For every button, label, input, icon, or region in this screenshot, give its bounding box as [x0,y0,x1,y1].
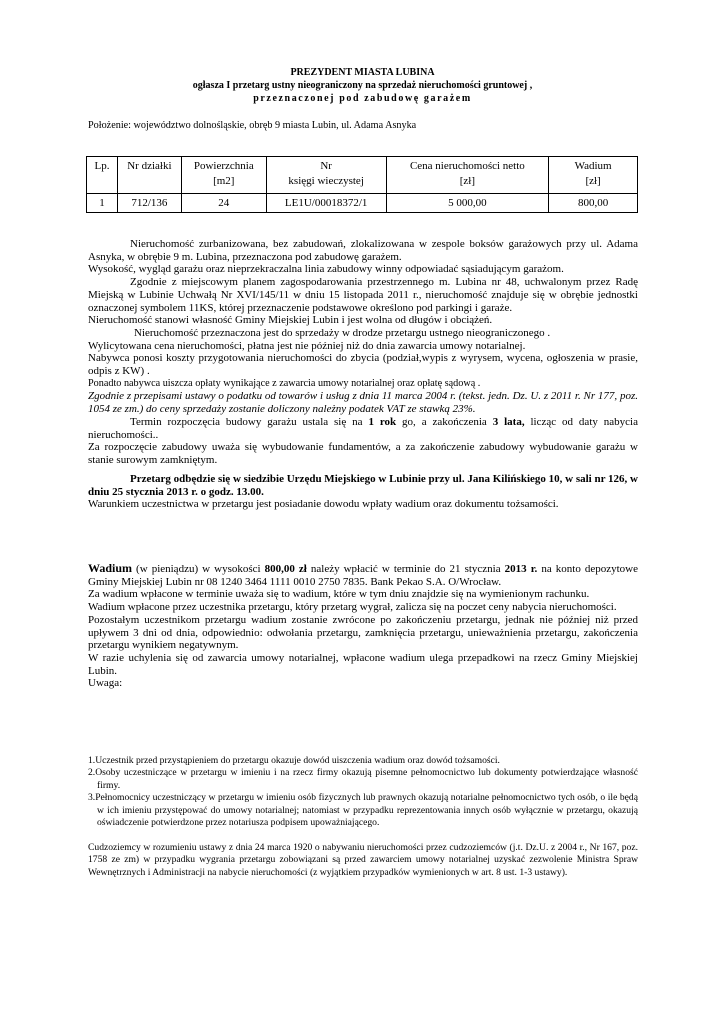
deposit-section [88,562,638,690]
auction-info [88,473,638,511]
header-area: Powierzchnia [m2] [181,157,266,194]
auction-venue: Przetarg odbędzie się w siedzibie Urzędu Miejskiego w Lubinie przy ul. Jana Kilińskiego 10, w sali nr 126, w dniu 25 stycznia 2013 r. o godz. 13.00. [88,473,638,498]
header-price: Cena nieruchomości netto [zł] [386,157,549,194]
paragraph-payment: Wylicytowana cena nieruchomości, płatna jest nie później niż do dnia zawarcia umowy notarialnej. [88,339,526,352]
foreigners-note: Cudzoziemcy w rozumieniu ustawy z dnia 24 marca 1920 o nabywaniu nieruchomości przez cudzoziemców (j.t. Dz.U. z 2004 r., Nr 167, poz. 1758 ze zm) w przypadku wygrania przetargu zobowiązani są przed zawarciem umowy notarialnej uzyskać zezwolenie Ministra Spraw Wewnętrznych i Administracji na nabycie nieruchomości (z wyjątkiem przypadków wymienionych w art. 8 ust. 1-3 ustawy). [88,842,638,878]
paragraph-construction-definition: Za rozpoczęcie zabudowy uważa się wybudowanie fundamentów, a za zakończenie zabudowy wybudowanie garażu w stanie surowym zamkniętym. [88,441,638,466]
page-title: PREZYDENT MIASTA LUBINA [290,67,435,78]
paragraph-zoning-plan: Zgodnie z miejscowym planem zagospodarowania przestrzennego m. Lubina nr 48, uchwalonym przez Radę Miejską w Lubinie Uchwałą Nr XVI/145/11 w dniu 15 listopada 2011 r., nieruchomość znajduje się w obrębie jednostki oznaczonej symbolem 11KS, której przeznaczenie podstawowe określono pod parkingi i garaże. [88,276,638,314]
cell-deposit: 800,00 [549,194,638,213]
deposit-return: Pozostałym uczestnikom przetargu wadium zostanie zwrócone po zakończeniu przetargu, jednak nie później niż przed upływem 3 dni od dnia, odpowiednio: odwołania przetargu, zamknięcia przetargu, unieważnienia przetargu, zakończenia przetargu wynikiem negatywnym. [88,613,638,652]
cell-price: 5 000,00 [386,194,549,213]
paragraph-construction-term: Termin rozpoczęcia budowy garażu ustala się na 1 rok go, a zakończenia 3 lata, licząc od daty nabycia nieruchomości.. [88,415,638,441]
paragraph-appearance: Wysokość, wygląd garażu oraz nieprzekraczalna linia zabudowy winny odpowiadać sąsiadującym garażom. [88,263,564,276]
note-heading: Uwaga: [88,677,123,690]
header-land-register: Nr księgi wieczystej [266,157,386,194]
deposit-credit: Wadium wpłacone przez uczestnika przetargu, który przetarg wygrał, zalicza się na poczet ceny nabycia nieruchomości. [88,601,617,614]
list-item: 2.Osoby uczestniczące w przetargu w imieniu i na rzecz firmy okazują pisemne pełnomocnictwo lub dokumenty potwierdzające własność firmy. [88,767,638,791]
property-table [86,156,638,213]
list-item: 1.Uczestnik przed przystąpieniem do przetargu okazuje dowód uiszczenia wadium oraz dowód tożsamości. [88,755,500,766]
paragraph-ownership: Nieruchomość stanowi własność Gminy Miejskiej Lubin i jest wolna od długów i obciążeń. [88,314,493,327]
property-description [88,238,638,467]
deposit-forfeit: W razie uchylenia się od zawarcia umowy notarialnej, wpłacone wadium ulega przepadkowi na rzecz Gminy Miejskiej Lubin. [88,651,638,677]
list-item: 3.Pełnomocnicy uczestniczący w przetargu w imieniu osób fizycznych lub prawnych okazują notarialne pełnomocnictwo tych osób, o ile będą w ich imieniu przystępować do umowy notarialnej; natomiast w przypadku reprezentowania innych osób wyłącznie w przetargu, okazują oświadczenie potwierdzone przez notariusza podpisem upoważniającego. [88,792,638,829]
cell-area: 24 [181,194,266,213]
property-location: Położenie: województwo dolnośląskie, obręb 9 miasta Lubin, ul. Adama Asnyka [88,120,417,131]
paragraph-description: Nieruchomość zurbanizowana, bez zabudowań, zlokalizowana w zespole boksów garażowych przy ul. Adama Asnyka, w obrębie 9 m. Lubina, przeznaczona pod zabudowę garażem. [88,238,638,263]
deposit-payment: Wadium (w pieniądzu) w wysokości 800,00 zł należy wpłacić w terminie do 21 stycznia 2013 r. na konto depozytowe Gminy Miejskiej Lubin nr 08 1240 3464 1111 0010 2750 7835. Bank Pekao S.A. O/Wrocław. [88,561,638,588]
announcement-subtitle: ogłasza I przetarg ustny nieograniczony na sprzedaż nieruchomości gruntowej , [192,80,533,91]
paragraph-fees: Ponadto nabywca uiszcza opłaty wynikające z zawarcia umowy notarialnej oraz opłatę sądową . [88,377,481,389]
notes-list [88,755,638,829]
header-deposit: Wadium [zł] [549,157,638,194]
cell-plot-number: 712/136 [117,194,181,213]
deposit-deadline: Za wadium wpłacone w terminie uważa się to wadium, które w tym dniu znajdzie się na wymienionym rachunku. [88,588,590,601]
paragraph-sale-mode: Nieruchomość przeznaczona jest do sprzedaży w drodze przetargu ustnego nieograniczonego . [134,326,551,339]
participation-condition: Warunkiem uczestnictwa w przetargu jest posiadanie dowodu wpłaty wadium oraz dokumentu tożsamości. [88,498,559,511]
cell-land-register: LE1U/00018372/1 [266,194,386,213]
paragraph-vat: Zgodnie z przepisami ustawy o podatku od towarów i usług z dnia 11 marca 2004 r. (tekst. jedn. Dz. U. z 2011 r. Nr 177, poz. 1054 ze zm.) do ceny sprzedaży zostanie doliczony należny podatek VAT ze stawką 23%. [88,390,638,416]
cell-lp: 1 [87,194,118,213]
header-plot-number: Nr działki [117,157,181,194]
table-header-row [87,157,638,194]
announcement-purpose: przeznaczonej pod zabudowę garażem [253,93,472,104]
table-row [87,194,638,213]
paragraph-costs: Nabywca ponosi koszty przygotowania nieruchomości do zbycia (podział,wypis z wyrysem, wycena, ogłoszenia w prasie, odpis z KW) . [88,352,638,378]
header-lp: Lp. [87,157,118,194]
